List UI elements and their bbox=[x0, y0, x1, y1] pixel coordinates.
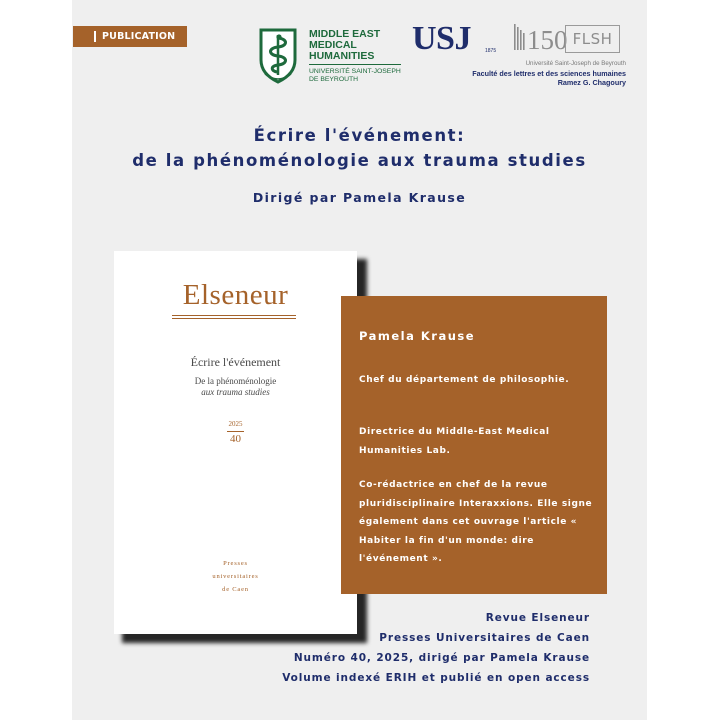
usj-faculty: Faculté des lettres et des sciences humaines bbox=[472, 69, 626, 78]
cover-year: 2025 bbox=[228, 420, 243, 428]
author-bio-1: Chef du département de philosophie. bbox=[359, 375, 570, 385]
author-name: Pamela Krause bbox=[359, 329, 476, 343]
usj-acronym: USJ bbox=[412, 20, 471, 57]
usj-university: Université Saint-Joseph de Beyrouth bbox=[525, 60, 626, 67]
serpent-shield-icon bbox=[255, 26, 301, 84]
title-line-1: Écrire l'événement: bbox=[253, 126, 466, 145]
editor-line: Dirigé par Pamela Krause bbox=[252, 190, 467, 205]
author-box bbox=[341, 296, 607, 594]
cover-number-rule bbox=[227, 431, 244, 432]
usj-building: Ramez G. Chagoury bbox=[557, 78, 626, 87]
poster bbox=[72, 0, 647, 720]
anniversary-number: 150 bbox=[527, 25, 568, 55]
cover-journal-name: Elseneur bbox=[182, 279, 289, 311]
cover-subtitle-2: aux trauma studies bbox=[201, 387, 270, 397]
publication-tag bbox=[73, 26, 187, 47]
cover-subtitle-1: De la phénoménologie bbox=[194, 376, 277, 386]
memh-rule bbox=[309, 64, 401, 65]
info-publisher: Presses Universitaires de Caen bbox=[379, 632, 590, 644]
publication-tag-label: PUBLICATION bbox=[102, 31, 176, 42]
journal-cover bbox=[114, 251, 357, 634]
info-journal: Revue Elseneur bbox=[485, 612, 590, 624]
cover-publisher-3: de Caen bbox=[222, 586, 249, 593]
cover-publisher-1: Presses bbox=[223, 560, 248, 567]
memh-logo bbox=[255, 26, 405, 90]
memh-university: UNIVERSITÉ SAINT-JOSEPH DE BEYROUTH bbox=[309, 68, 401, 83]
usj-founded: 1875 bbox=[485, 48, 497, 54]
cover-title: Écrire l'événement bbox=[190, 355, 281, 369]
tag-divider bbox=[94, 31, 96, 42]
info-indexing: Volume indexé ERIH et publié en open access bbox=[282, 672, 590, 684]
cover-number: 40 bbox=[230, 433, 241, 445]
title-line-2: de la phénoménologie aux trauma studies bbox=[132, 151, 587, 170]
memh-title: MIDDLE EAST MEDICAL HUMANITIES bbox=[309, 28, 381, 62]
author-bio-3: Co-rédactrice en chef de la revue pluridisciplinaire Interaxxions. Elle signe également dans cet ouvrage l'article « Habiter la fin d'un monde: dire l'événement ». bbox=[359, 480, 593, 564]
info-issue: Numéro 40, 2025, dirigé par Pamela Krause bbox=[293, 652, 590, 664]
usj-logo bbox=[412, 18, 632, 90]
anniversary-150-icon bbox=[512, 18, 568, 58]
cover-rule-secondary bbox=[172, 318, 296, 319]
cover-publisher-2: universitaires bbox=[212, 573, 259, 580]
flsh-badge: FLSH bbox=[565, 25, 620, 53]
author-bio-2: Directrice du Middle-East Medical Humanities Lab. bbox=[359, 427, 550, 456]
cover-rule bbox=[172, 315, 296, 316]
